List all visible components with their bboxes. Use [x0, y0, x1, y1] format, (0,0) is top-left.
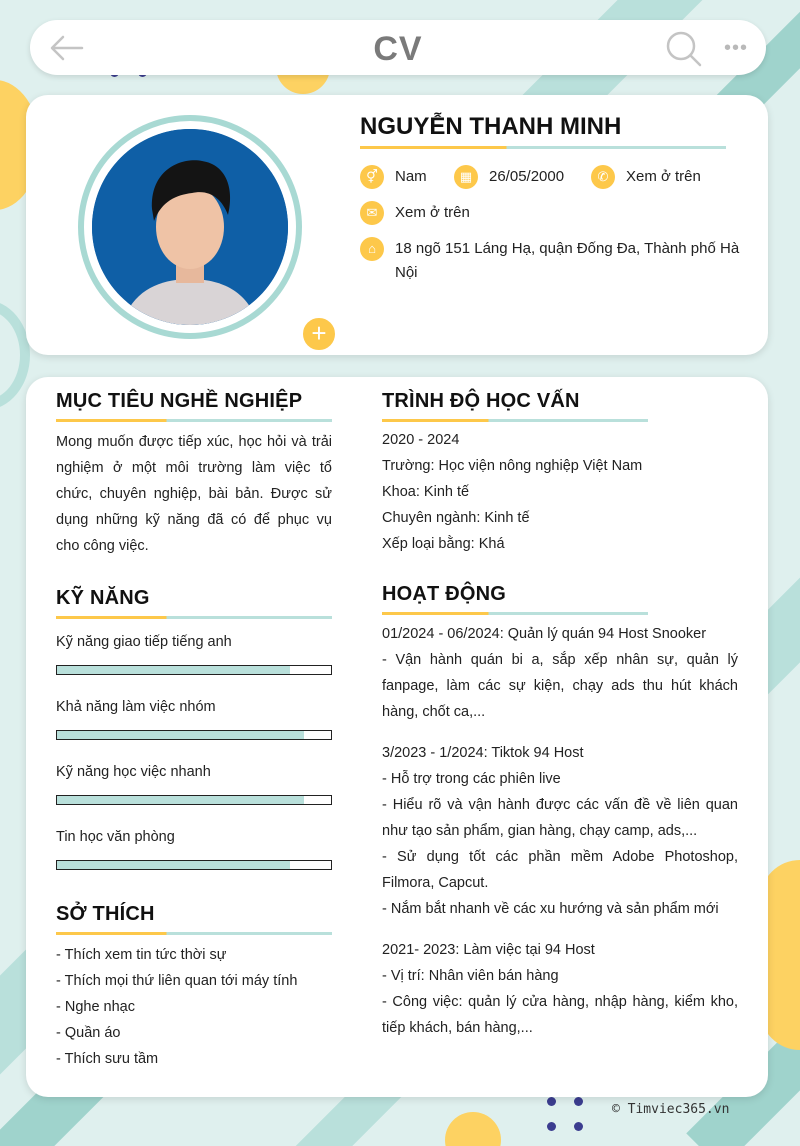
phone-icon: ✆ [591, 165, 615, 189]
hobbies-list [56, 942, 297, 1072]
top-bar [30, 20, 766, 75]
skill-bar [56, 665, 332, 675]
skill-bar [56, 860, 332, 870]
skill-bar-fill [57, 796, 304, 804]
list-item: - Thích xem tin tức thời sự [56, 947, 227, 963]
gender-value: Nam [395, 168, 427, 185]
activity-block: 2021- 2023: Làm việc tại 94 Host - Vị trí: Nhân viên bán hàng - Công việc: quản lý cửa hàng, nhập hàng, kiểm kho, tiếp khách, bán hàng,... [382, 942, 738, 1036]
activities-underline [382, 612, 648, 615]
profile-card [26, 95, 768, 355]
avatar [92, 129, 288, 325]
address-line-2: Nội [395, 264, 418, 281]
avatar-frame [78, 115, 327, 348]
objective-text: Mong muốn được tiếp xúc, học hỏi và trải nghiệm ở một môi trường làm việc tổ chức, chuyên nghiệp, bài bản. Được sử dụng những kỹ năng đã có để phục vụ cho công việc. [56, 434, 332, 554]
skill-bar-fill [57, 731, 304, 739]
skill-label: Kỹ năng học việc nhanh [56, 764, 211, 780]
home-icon: ⌂ [360, 237, 384, 261]
activity-block: 3/2023 - 1/2024: Tiktok 94 Host - Hỗ trợ trong các phiên live - Hiểu rõ và vận hành được các vấn đề về liên quan như tạo sản phẩm, gian hàng, chạy camp, ads,... - Sử dụng tốt các phần mềm Adobe Photoshop, Filmora, Capcut. - Nắm bắt nhanh về các xu hướng và sản phẩm mới [382, 745, 738, 917]
gender-icon: ⚥ [360, 165, 384, 189]
activity-block: 01/2024 - 06/2024: Quản lý quán 94 Host Snooker - Vận hành quán bi a, sắp xếp nhân sự, quản lý fanpage, làm các sự kiện, chạy ads thu hút khách hàng, chốt ca,... [382, 626, 738, 720]
list-item: - Nghe nhạc [56, 999, 135, 1015]
add-photo-button[interactable]: + [301, 316, 337, 352]
skill-bar [56, 795, 332, 805]
email-value: Xem ở trên [395, 204, 470, 221]
skill-label: Tin học văn phòng [56, 829, 175, 845]
list-item: - Thích sưu tầm [56, 1051, 159, 1067]
skills-underline [56, 616, 332, 619]
skill-bar-fill [57, 666, 290, 674]
hobbies-title: SỞ THÍCH [56, 903, 155, 925]
objective-title: MỤC TIÊU NGHỀ NGHIỆP [56, 390, 303, 412]
address-line-1: 18 ngõ 151 Láng Hạ, quận Đống Đa, Thành phố Hà [395, 240, 740, 257]
hobbies-underline [56, 932, 332, 935]
email-icon: ✉ [360, 201, 384, 225]
education-title: TRÌNH ĐỘ HỌC VẤN [382, 390, 580, 412]
skills-title: KỸ NĂNG [56, 587, 150, 609]
list-item: - Quần áo [56, 1025, 121, 1041]
skill-label: Kỹ năng giao tiếp tiếng anh [56, 634, 232, 650]
search-icon[interactable] [666, 31, 702, 67]
calendar-icon: ▦ [454, 165, 478, 189]
list-item: - Thích mọi thứ liên quan tới máy tính [56, 973, 298, 989]
birthday-value: 26/05/2000 [489, 168, 565, 185]
name-underline [360, 146, 726, 149]
more-options-icon[interactable]: ••• [724, 37, 749, 59]
skill-label: Khả năng làm việc nhóm [56, 699, 216, 715]
site-credit: © Timviec365.vn [612, 1102, 730, 1117]
education-underline [382, 419, 648, 422]
skill-bar-fill [57, 861, 290, 869]
main-card [26, 377, 768, 1097]
activities-title: HOẠT ĐỘNG [382, 583, 507, 605]
skill-bar [56, 730, 332, 740]
phone-value: Xem ở trên [626, 168, 701, 185]
education-text: 2020 - 2024 Trường: Học viện nông nghiệp Việt Nam Khoa: Kinh tế Chuyên ngành: Kinh tế Xếp loại bằng: Khá [382, 432, 643, 552]
objective-underline [56, 419, 332, 422]
candidate-name: NGUYỄN THANH MINH [360, 113, 622, 140]
page-title: CV [373, 30, 423, 68]
